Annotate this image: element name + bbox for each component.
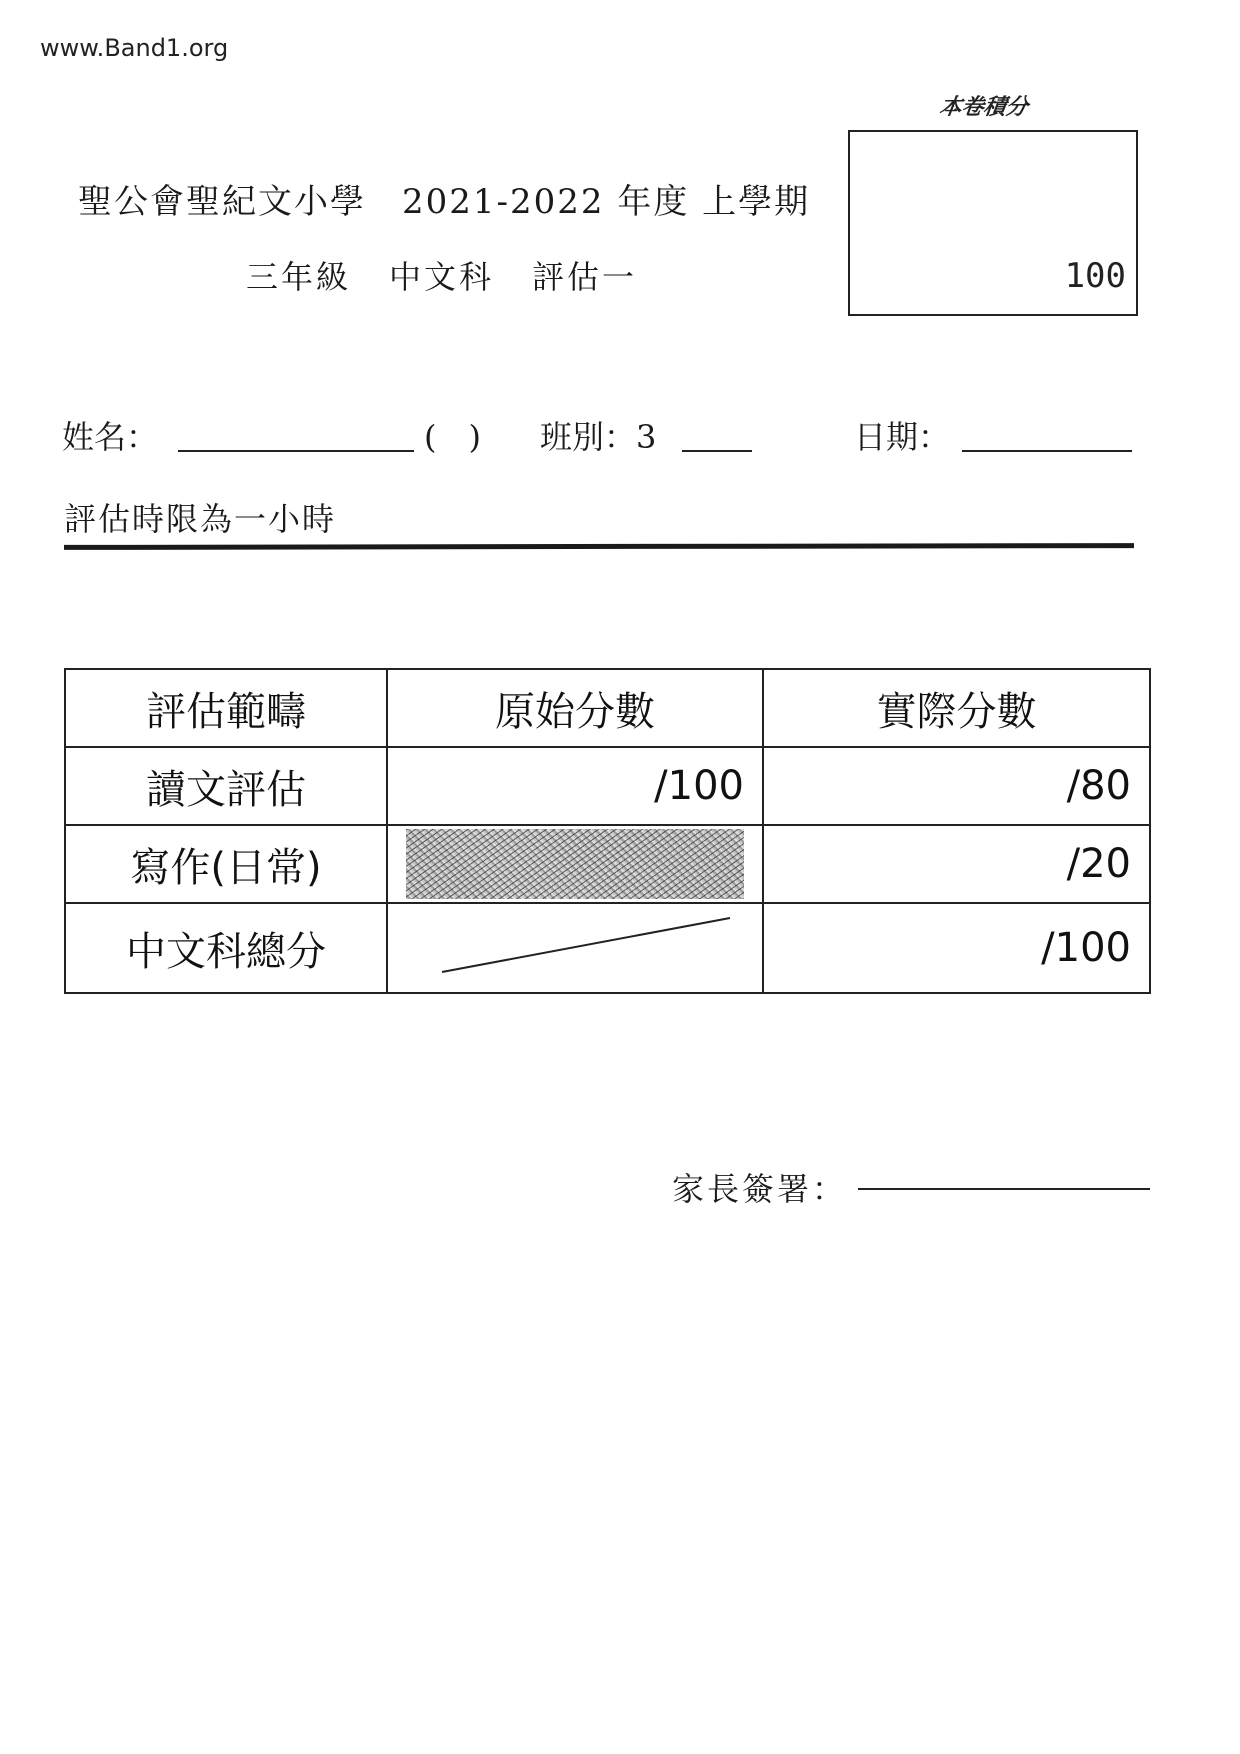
parent-signature-label: 家長簽署： — [672, 1170, 848, 1208]
school-year-title: 聖公會聖紀文小學 2021-2022 年度 上學期 — [78, 182, 811, 222]
student-info-row — [62, 412, 1142, 462]
table-row — [65, 747, 1150, 825]
date-field[interactable] — [962, 412, 1132, 452]
class-number-parens: ( ) — [424, 418, 481, 456]
header-actual-score: 實際分數 — [763, 669, 1150, 747]
parent-signature-field[interactable] — [858, 1188, 1150, 1190]
header-raw-score: 原始分數 — [387, 669, 763, 747]
name-field[interactable] — [178, 412, 414, 452]
assessment-label: 評估一 — [532, 258, 638, 296]
assessment-title — [246, 252, 675, 298]
total-score-box — [848, 130, 1138, 316]
table-header-row — [65, 669, 1150, 747]
class-field[interactable] — [682, 412, 752, 452]
name-label: 姓名： — [62, 418, 159, 456]
table-row — [65, 903, 1150, 993]
area-cell: 中文科總分 — [65, 903, 387, 993]
table-row — [65, 825, 1150, 903]
subject-label: 中文科 — [389, 258, 495, 296]
crossed-out-cell — [387, 903, 763, 993]
watermark-url: www.Band1.org — [40, 34, 229, 62]
time-limit-note: 評估時限為一小時 — [64, 500, 337, 538]
total-score-label: 本卷積分 — [937, 94, 1030, 120]
redaction-noise — [406, 829, 744, 899]
actual-score-cell: /100 — [763, 903, 1150, 993]
area-cell: 寫作(日常) — [65, 825, 387, 903]
redacted-cell — [387, 825, 763, 903]
header-divider — [64, 543, 1134, 550]
score-table — [64, 668, 1151, 994]
actual-score-cell: /80 — [763, 747, 1150, 825]
date-label: 日期： — [854, 418, 951, 456]
total-score-max: 100 — [1064, 256, 1126, 296]
grade-label: 三年級 — [246, 258, 352, 296]
strike-line — [406, 904, 782, 982]
header-area: 評估範疇 — [65, 669, 387, 747]
class-label: 班別：3 — [540, 418, 657, 456]
raw-score-cell: /100 — [387, 747, 763, 825]
actual-score-cell: /20 — [763, 825, 1150, 903]
area-cell: 讀文評估 — [65, 747, 387, 825]
